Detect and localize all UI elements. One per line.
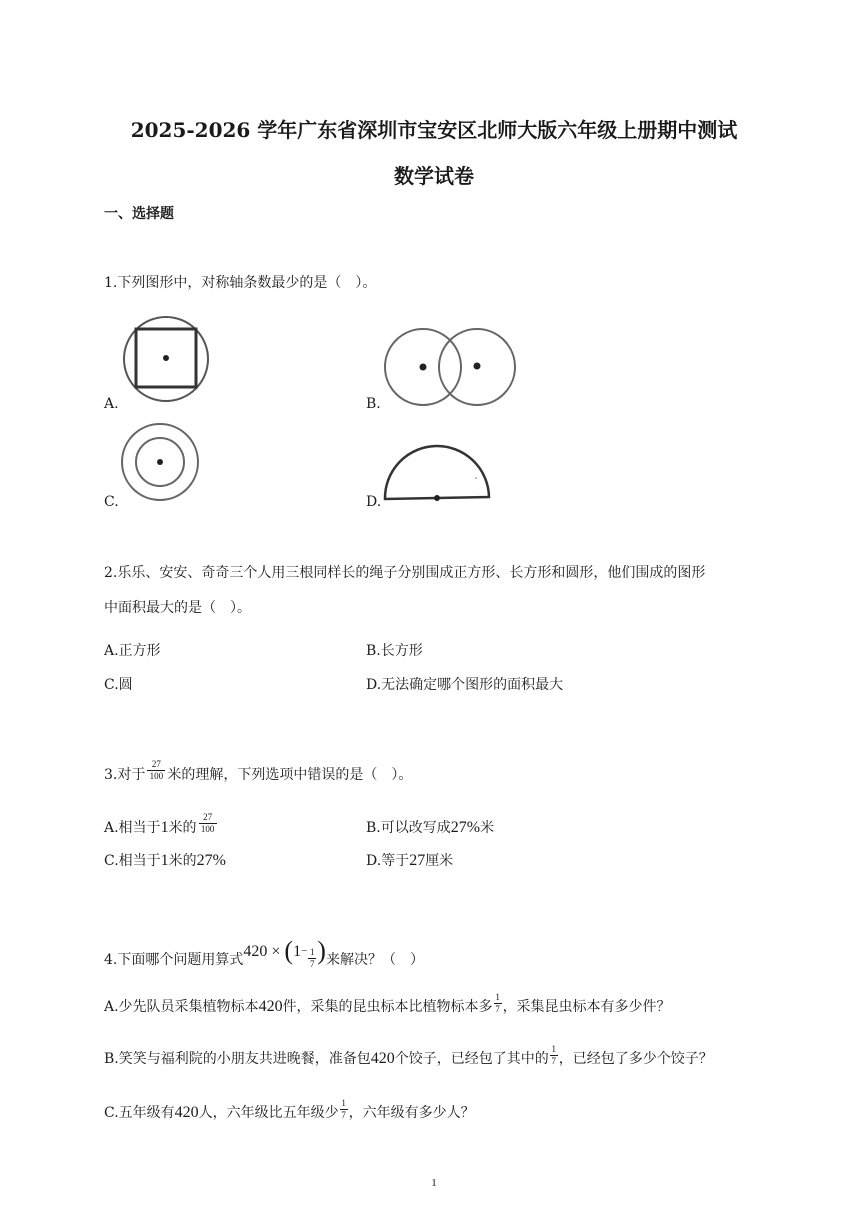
section-heading: 一、选择题	[104, 206, 174, 222]
page-number: 1	[431, 1177, 437, 1189]
q4-a-mid: 件，采集的昆虫标本比植物标本多	[282, 999, 493, 1015]
q3-a-mid: 米的	[168, 820, 197, 836]
q2-option-b[interactable]: B.长方形	[366, 643, 423, 659]
q4-a-num: 420	[258, 998, 283, 1015]
q4-b-frac-den: 7	[551, 1056, 556, 1066]
q4-c-frac-num: 1	[341, 1098, 346, 1108]
q3-option-d[interactable]	[366, 850, 453, 870]
q4-b-frac-num: 1	[551, 1044, 556, 1054]
q3-b-pre: B.可以改写成	[366, 820, 451, 836]
q4-c-frac-den: 7	[341, 1110, 346, 1120]
q3-a-one: 1	[160, 819, 169, 836]
figure-b-two-circles	[380, 326, 520, 410]
question-2-stem-line2: 中面积最大的是（ ）。	[104, 600, 251, 616]
question-2-stem-line1: 2.乐乐、安安、奇奇三个人用三根同样长的绳子分别围成正方形、长方形和圆形，他们围成的图形	[104, 565, 706, 581]
q3-stem-pre: 3.对于	[104, 767, 146, 783]
q4-stem-post: 来解决？（ ）	[325, 952, 424, 968]
q3-c-one: 1	[160, 852, 169, 869]
q2-option-d[interactable]: D.无法确定哪个图形的面积最大	[366, 677, 564, 693]
q3-option-b[interactable]	[366, 817, 494, 837]
q3-a-frac-den: 100	[200, 824, 215, 834]
q4-expr-one: 1	[293, 943, 302, 960]
q4-c-num: 420	[174, 1104, 199, 1121]
q4-b-num: 420	[370, 1050, 395, 1067]
q3-d-val: 27	[409, 852, 426, 869]
q3-a-frac-num: 27	[203, 812, 213, 822]
q3-c-val: 27%	[196, 852, 226, 869]
q4-b-mid: 个饺子，已经包了其中的	[394, 1051, 549, 1067]
q4-option-a[interactable]	[104, 992, 671, 1016]
q3-a-pre: A.相当于	[104, 820, 161, 836]
q4-a-frac-num: 1	[495, 992, 500, 1002]
q3-d-post: 厘米	[425, 853, 454, 869]
q4-a-post: ，采集昆虫标本有多少件？	[502, 999, 671, 1015]
q3-b-post: 米	[480, 820, 495, 836]
q1-option-c[interactable]: C.	[104, 494, 119, 510]
q1-option-b[interactable]: B.	[366, 396, 381, 412]
q2-option-c[interactable]: C.圆	[104, 677, 133, 693]
q4-option-b[interactable]	[104, 1044, 713, 1068]
q3-c-mid: 米的	[168, 853, 197, 869]
q3-frac-den: 100	[149, 771, 164, 781]
q4-a-pre: A.少先队员采集植物标本	[104, 999, 259, 1015]
q4-stem-pre: 4.下面哪个问题用算式	[104, 952, 244, 968]
q4-b-pre: B.笑笑与福利院的小朋友共进晚餐，准备包	[104, 1051, 371, 1067]
q3-frac-num: 27	[151, 759, 161, 769]
q4-expression: 420 × (1− 1 7 )	[243, 936, 326, 969]
q4-option-c[interactable]	[104, 1098, 475, 1122]
q4-b-post: ，已经包了多少个饺子？	[558, 1051, 713, 1067]
figure-d-semicircle	[380, 444, 494, 506]
q1-option-a[interactable]: A.	[104, 396, 119, 412]
q3-b-val: 27%	[450, 819, 481, 836]
q4-c-pre: C.五年级有	[104, 1105, 175, 1121]
question-3-stem	[104, 759, 413, 784]
question-1-stem: 1.下列图形中，对称轴条数最少的是（ ）。	[104, 275, 377, 291]
q3-c-pre: C.相当于	[104, 853, 161, 869]
q4-expr-minus: −	[301, 945, 308, 957]
q4-c-mid: 人，六年级比五年级少	[198, 1105, 339, 1121]
page-title: 2025-2026 学年广东省深圳市宝安区北师大版六年级上册期中测试	[130, 118, 738, 142]
q3-option-a[interactable]	[104, 812, 219, 837]
q3-option-c[interactable]	[104, 850, 226, 870]
figure-a-square-in-circle	[118, 314, 216, 406]
q4-c-post: ，六年级有多少人？	[348, 1105, 475, 1121]
question-4-stem	[104, 936, 424, 971]
q4-expr-times: ×	[271, 943, 281, 960]
q1-option-d[interactable]: D.	[366, 494, 382, 510]
q4-a-frac-den: 7	[495, 1004, 500, 1014]
q4-expr-frac-den: 7	[310, 959, 315, 969]
q4-expr-frac-num: 1	[310, 947, 315, 957]
q4-expr-num: 420	[243, 943, 268, 960]
q3-d-pre: D.等于	[366, 853, 410, 869]
figure-c-concentric-circles	[118, 422, 202, 504]
q2-option-a[interactable]: A.正方形	[104, 643, 161, 659]
q3-stem-post: 米的理解，下列选项中错误的是（ ）。	[167, 767, 413, 783]
page-subtitle: 数学试卷	[394, 164, 474, 188]
